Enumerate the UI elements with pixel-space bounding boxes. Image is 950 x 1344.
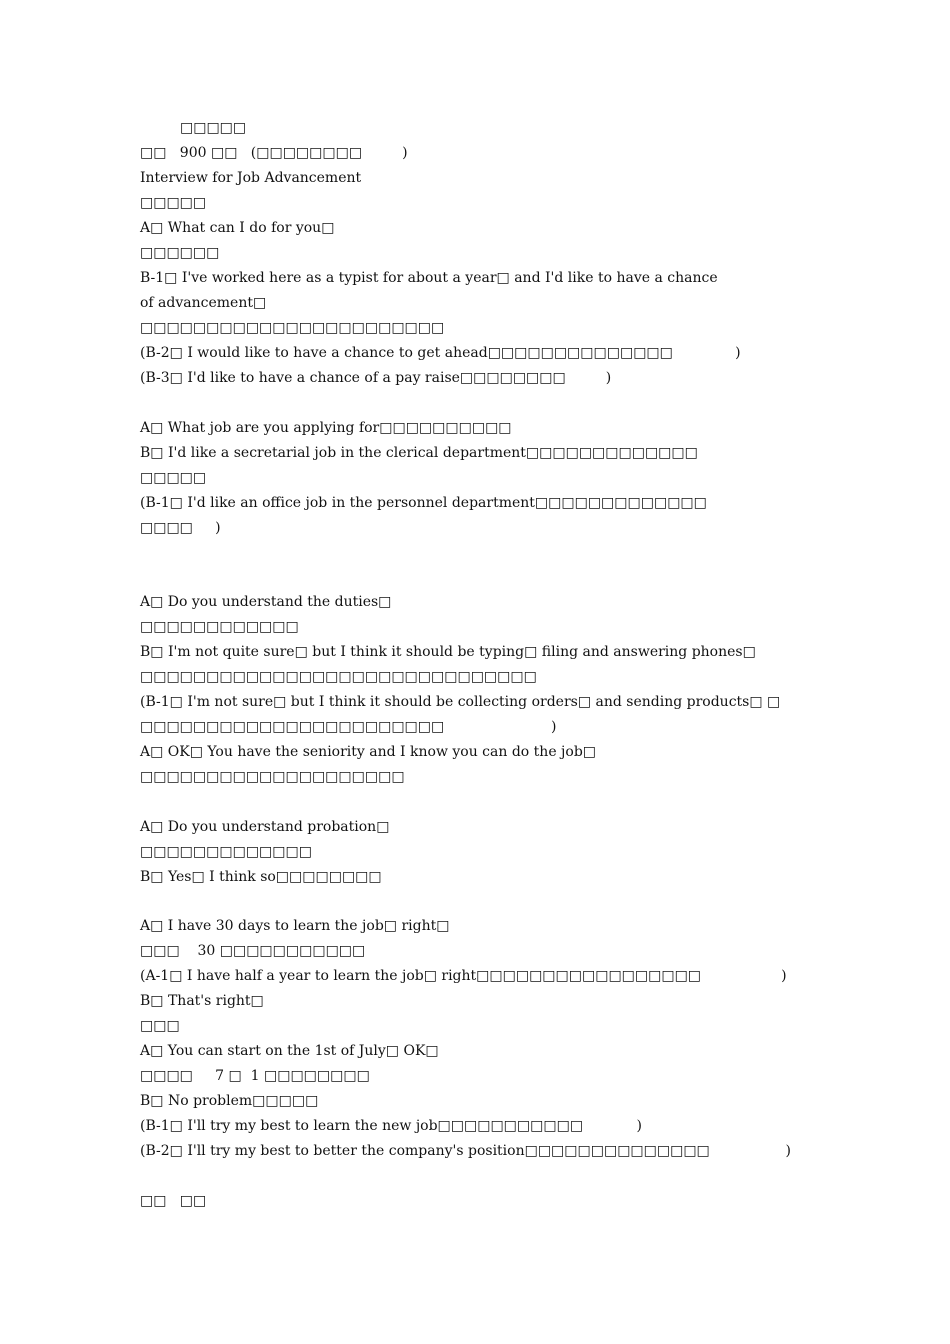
alternative-line: (B-3□ I'd like to have a chance of a pay raise□□□□□□□□ ) — [140, 370, 612, 386]
alternative-line: (B-1□ I'd like an office job in the personnel department□□□□□□□□□□□□□ — [140, 495, 707, 511]
translation-line: □□□ — [140, 1018, 180, 1034]
dialogue-line: B-1□ I've worked here as a typist for about a year□ and I'd like to have a chance — [140, 270, 718, 286]
dialogue-line: A□ Do you understand the duties□ — [140, 594, 392, 610]
dialogue-line: B□ I'm not quite sure□ but I think it should be typing□ filing and answering phones□ — [140, 644, 756, 660]
translation-line: □□□□□□□□□□□□□□□□□□□□□□□□□□□□□□ — [140, 669, 537, 685]
dialogue-line: of advancement□ — [140, 295, 267, 311]
footer-line: □□ □□ — [140, 1193, 207, 1209]
dialogue-line: B□ That's right□ — [140, 993, 264, 1009]
translation-line: □□□□ 7 □ 1 □□□□□□□□ — [140, 1068, 370, 1084]
alternative-line: □□□□ ) — [140, 520, 221, 536]
dialogue-line: A□ What job are you applying for□□□□□□□□□□ — [140, 420, 512, 436]
alternative-line: (B-1□ I'll try my best to learn the new job□□□□□□□□□□□ ) — [140, 1118, 642, 1134]
dialogue-line: B□ Yes□ I think so□□□□□□□□ — [140, 869, 382, 885]
translation-line: □□□□□□□□□□□□□ — [140, 844, 312, 860]
translation-line: □□□□□ — [140, 470, 207, 486]
alternative-line: (B-1□ I'm not sure□ but I think it should be collecting orders□ and sending products□ □ — [140, 694, 781, 710]
dialogue-line: A□ OK□ You have the seniority and I know you can do the job□ — [140, 744, 597, 760]
document-header: □□ 900 □□ (□□□□□□□□ ) — [140, 145, 408, 161]
dialogue-line: A□ Do you understand probation□ — [140, 819, 390, 835]
translation-line: □□□ 30 □□□□□□□□□□□ — [140, 943, 366, 959]
section-heading-cn: □□□□□ — [140, 195, 207, 211]
translation-line: □□□□□□□□□□□□ — [140, 619, 299, 635]
dialogue-line: B□ I'd like a secretarial job in the clerical department□□□□□□□□□□□□□ — [140, 445, 698, 461]
translation-line: □□□□□□□□□□□□□□□□□□□□□□□ — [140, 320, 445, 336]
translation-line: □□□□□□ — [140, 245, 220, 261]
alternative-line: □□□□□□□□□□□□□□□□□□□□□□□ ) — [140, 719, 557, 735]
alternative-line: (A-1□ I have half a year to learn the job□ right□□□□□□□□□□□□□□□□□ ) — [140, 968, 787, 984]
section-heading: Interview for Job Advancement — [140, 170, 362, 186]
dialogue-line: B□ No problem□□□□□ — [140, 1093, 319, 1109]
dialogue-line: A□ You can start on the 1st of July□ OK□ — [140, 1043, 439, 1059]
alternative-line: (B-2□ I would like to have a chance to get ahead□□□□□□□□□□□□□□ ) — [140, 345, 741, 361]
dialogue-line: A□ What can I do for you□ — [140, 220, 335, 236]
dialogue-line: A□ I have 30 days to learn the job□ right□ — [140, 918, 450, 934]
document-title: □□□□□ — [180, 120, 247, 136]
alternative-line: (B-2□ I'll try my best to better the company's position□□□□□□□□□□□□□□ ) — [140, 1143, 791, 1159]
translation-line: □□□□□□□□□□□□□□□□□□□□ — [140, 769, 405, 785]
